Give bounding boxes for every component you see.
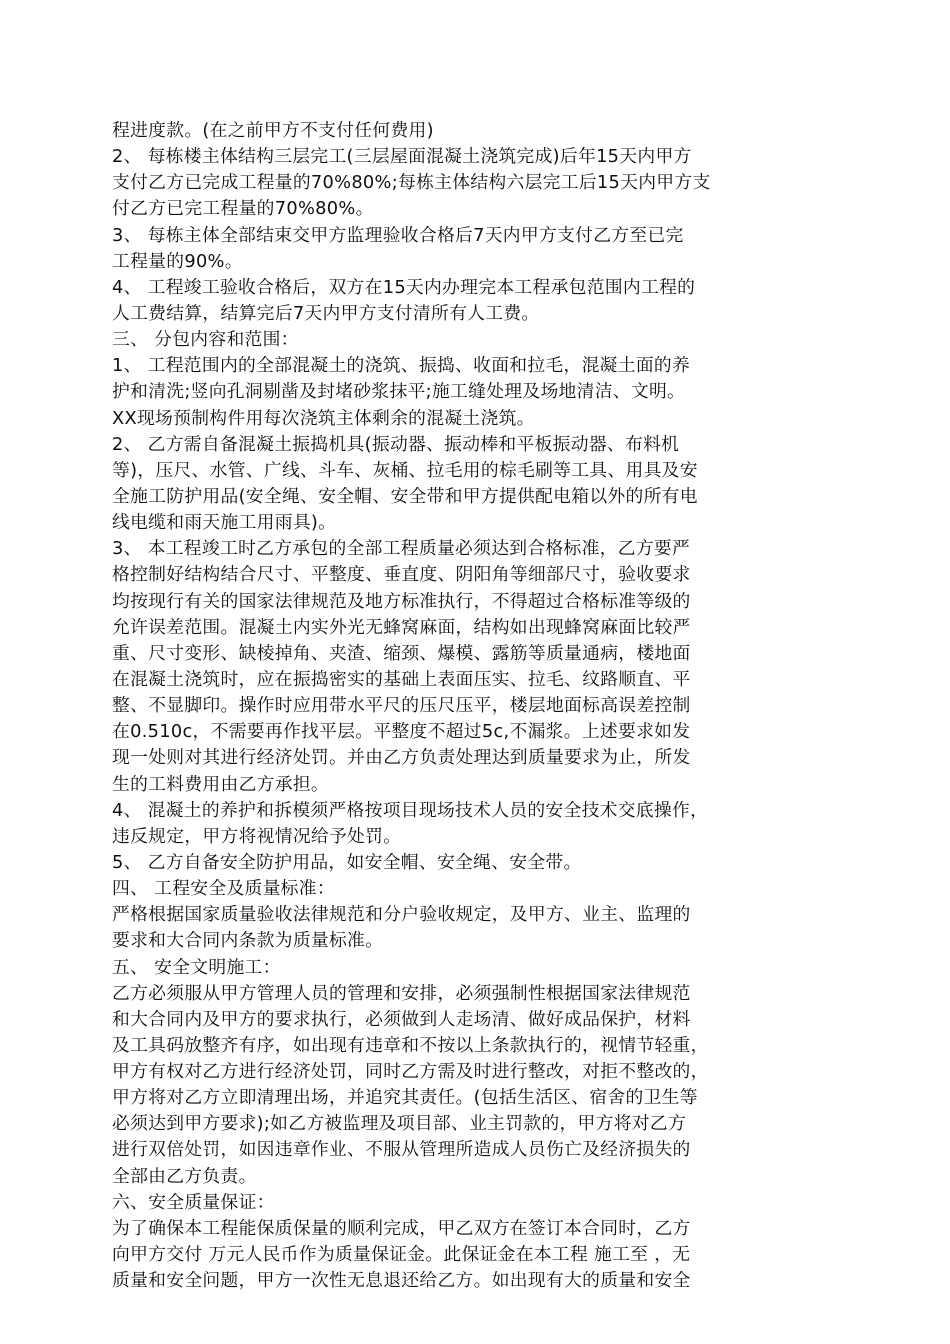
text-line: 要求和大合同内条款为质量标准。 [112, 930, 384, 952]
text-line: 生的工料费用由乙方承担。 [112, 773, 329, 795]
text-line: 及工具码放整齐有序，如出现有违章和不按以上条款执行的，视情节轻重， [112, 1034, 709, 1056]
text-line: 现一处则对其进行经济处罚。并由乙方负责处理达到质量要求为止，所发 [112, 747, 691, 769]
text-line: 人工费结算，结算完后7天内甲方支付清所有人工费。 [112, 302, 540, 324]
text-line: 甲方将对乙方立即清理出场，并追究其责任。(包括生活区、宿舍的卫生等 [112, 1087, 698, 1109]
document-body [112, 118, 842, 1294]
text-line: 3、 每栋主体全部结束交甲方监理验收合格后7天内甲方支付乙方至已完 [112, 224, 684, 246]
text-line: 1、 工程范围内的全部混凝土的浇筑、振捣、收面和拉毛，混凝土面的养 [112, 355, 691, 377]
text-line: 2、 乙方需自备混凝土振捣机具(振动器、振动棒和平板振动器、布料机 [112, 433, 680, 455]
text-line: 支付乙方已完成工程量的70%80%;每栋主体结构六层完工后15天内甲方支 [112, 172, 711, 194]
text-line: 向甲方交付 万元人民币作为质量保证金。此保证金在本工程 施工至 ，无 [112, 1244, 691, 1266]
text-line: 全施工防护用品(安全绳、安全帽、安全带和甲方提供配电箱以外的所有电 [112, 485, 698, 507]
text-line: 乙方必须服从甲方管理人员的管理和安排，必须强制性根据国家法律规范 [112, 982, 691, 1004]
text-line: 2、 每栋楼主体结构三层完工(三层屋面混凝土浇筑完成)后年15天内甲方 [112, 146, 692, 168]
text-line: 4、 工程竣工验收合格后，双方在15天内办理完本工程承包范围内工程的 [112, 276, 696, 298]
text-line: 程进度款。(在之前甲方不支付任何费用) [112, 120, 434, 141]
section-heading: 四、 工程安全及质量标准： [112, 878, 335, 900]
section-heading: 三、 分包内容和范围： [112, 329, 299, 351]
text-line: 违反规定，甲方将视情况给予处罚。 [112, 825, 402, 847]
section-heading: 五、 安全文明施工： [112, 956, 281, 978]
text-line: 在混凝土浇筑时，应在振捣密实的基础上表面压实、拉毛、纹路顺直、平 [112, 668, 691, 690]
text-line: 整、不显脚印。操作时应用带水平尺的压尺压平，楼层地面标高误差控制 [112, 695, 691, 717]
text-line: 均按现行有关的国家法律规范及地方标准执行，不得超过合格标准等级的 [112, 590, 691, 612]
text-line: 等)，压尺、水管、广线、斗车、灰桶、拉毛用的棕毛刷等工具、用具及安 [112, 459, 698, 481]
text-line: 严格根据国家质量验收法律规范和分户验收规定，及甲方、业主、监理的 [112, 904, 691, 926]
text-line: 付乙方已完工程量的70%80%。 [112, 198, 374, 220]
text-line: 重、尺寸变形、缺棱掉角、夹渣、缩颈、爆模、露筋等质量通病，楼地面 [112, 642, 691, 664]
text-line: 和大合同内及甲方的要求执行，必须做到人走场清、做好成品保护，材料 [112, 1008, 691, 1030]
text-line: 全部由乙方负责。 [112, 1165, 257, 1187]
section-heading: 六、安全质量保证： [112, 1191, 275, 1213]
text-line: 5、 乙方自备安全防护用品，如安全帽、安全绳、安全带。 [112, 851, 582, 873]
text-line: 必须达到甲方要求);如乙方被监理及项目部、业主罚款的，甲方将对乙方 [112, 1113, 687, 1135]
text-line: 3、 本工程竣工时乙方承包的全部工程质量必须达到合格标准，乙方要严 [112, 538, 691, 560]
text-line: 4、 混凝土的养护和拆模须严格按项目现场技术人员的安全技术交底操作， [112, 799, 709, 821]
text-line: 为了确保本工程能保质保量的顺利完成，甲乙双方在签订本合同时，乙方 [112, 1217, 691, 1239]
text-line: 在0.510c，不需要再作找平层。平整度不超过5c,不漏浆。上述要求如发 [112, 721, 691, 743]
text-line: 进行双倍处罚，如因违章作业、不服从管理所造成人员伤亡及经济损失的 [112, 1139, 691, 1161]
text-line: 线电缆和雨天施工用雨具)。 [112, 512, 337, 534]
text-line: XX现场预制构件用每次浇筑主体剩余的混凝土浇筑。 [112, 407, 535, 429]
text-line: 工程量的90%。 [112, 250, 243, 272]
text-line: 质量和安全问题，甲方一次性无息退还给乙方。如出现有大的质量和安全 [112, 1270, 691, 1292]
text-line: 护和清洗;竖向孔洞剔凿及封堵砂浆抹平;施工缝处理及场地清洁、文明。 [112, 381, 686, 403]
text-line: 甲方有权对乙方进行经济处罚，同时乙方需及时进行整改，对拒不整改的， [112, 1061, 709, 1083]
text-line: 允许误差范围。混凝土内实外光无蜂窝麻面，结构如出现蜂窝麻面比较严 [112, 616, 691, 638]
text-line: 格控制好结构结合尺寸、平整度、垂直度、阴阳角等细部尺寸，验收要求 [112, 564, 691, 586]
